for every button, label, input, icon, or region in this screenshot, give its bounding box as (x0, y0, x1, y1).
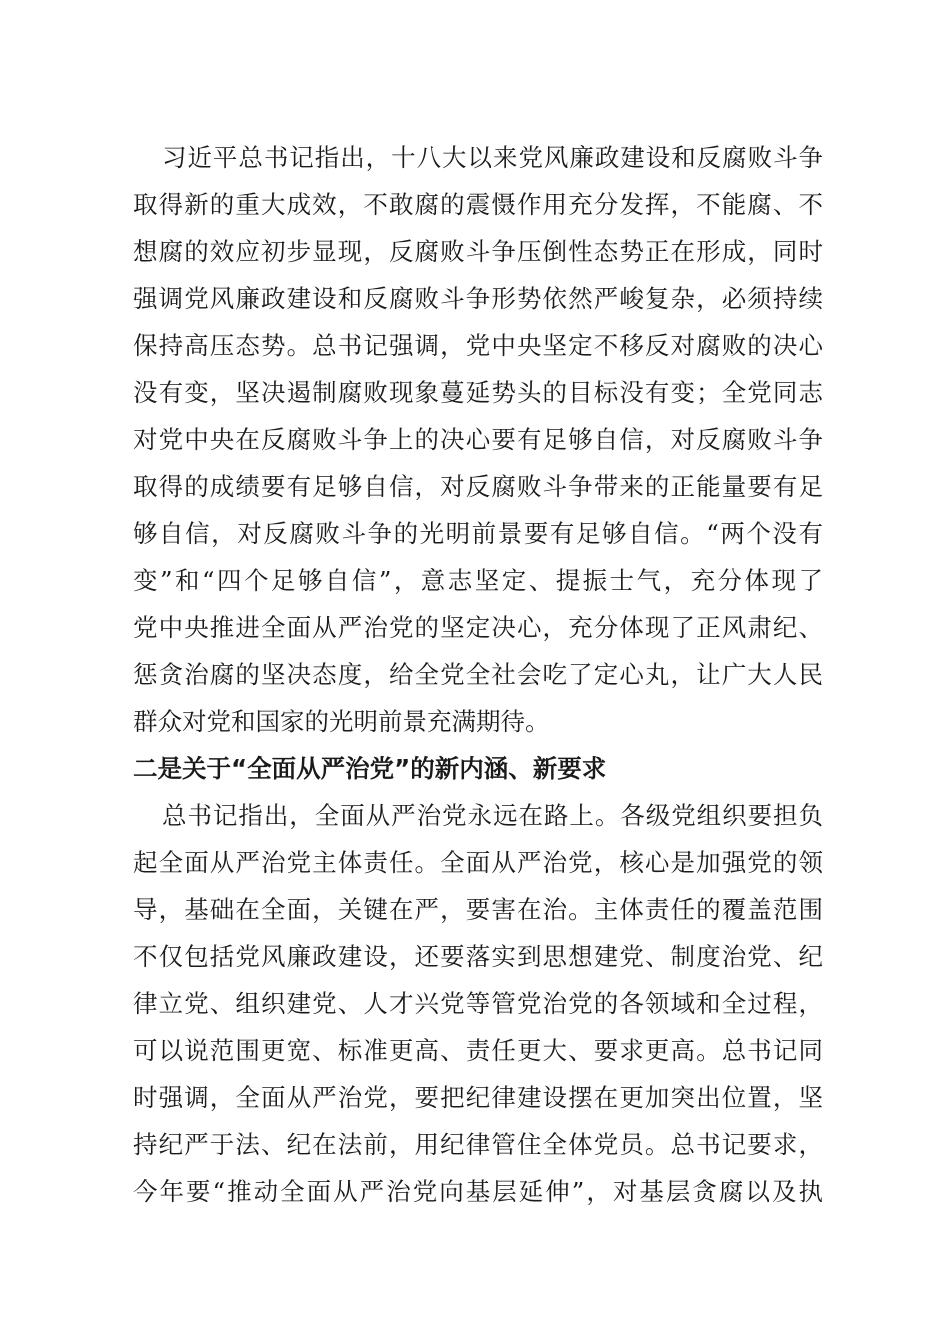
paragraph-1-line-12: 惩贪治腐的坚决态度，给全党全社会吃了定心丸，让广大人民 (133, 660, 823, 689)
section-heading: 二是关于“全面从严治党”的新内涵、新要求 (133, 754, 607, 783)
paragraph-1-line-5: 保持高压态势。总书记强调，党中央坚定不移反对腐败的决心 (133, 331, 823, 360)
paragraph-1-line-4: 强调党风廉政建设和反腐败斗争形势依然严峻复杂，必须持续 (133, 284, 823, 313)
paragraph-1-line-11: 党中央推进全面从严治党的坚定决心，充分体现了正风肃纪、 (133, 613, 823, 642)
paragraph-2-line-1: 总书记指出，全面从严治党永远在路上。各级党组织要担负 (162, 801, 823, 830)
paragraph-2-line-4: 不仅包括党风廉政建设，还要落实到思想建党、制度治党、纪 (133, 942, 823, 971)
paragraph-1-line-10: 变”和“四个足够自信”，意志坚定、提振士气，充分体现了 (133, 566, 823, 595)
paragraph-1-line-9: 够自信，对反腐败斗争的光明前景要有足够自信。“两个没有 (133, 519, 823, 548)
paragraph-2-line-6: 可以说范围更宽、标准更高、责任更大、要求更高。总书记同 (133, 1036, 823, 1065)
paragraph-1-line-7: 对党中央在反腐败斗争上的决心要有足够自信，对反腐败斗争 (133, 425, 823, 454)
paragraph-2-line-2: 起全面从严治党主体责任。全面从严治党，核心是加强党的领 (133, 848, 823, 877)
paragraph-1-line-3: 想腐的效应初步显现，反腐败斗争压倒性态势正在形成，同时 (133, 237, 823, 266)
paragraph-2-line-7: 时强调，全面从严治党，要把纪律建设摆在更加突出位置，坚 (133, 1083, 823, 1112)
paragraph-2-line-5: 律立党、组织建党、人才兴党等管党治党的各领域和全过程， (133, 989, 823, 1018)
paragraph-2-line-3: 导，基础在全面，关键在严，要害在治。主体责任的覆盖范围 (133, 895, 823, 924)
paragraph-1-line-1: 习近平总书记指出，十八大以来党风廉政建设和反腐败斗争 (162, 143, 823, 172)
paragraph-1-line-8: 取得的成绩要有足够自信，对反腐败斗争带来的正能量要有足 (133, 472, 823, 501)
paragraph-1-line-2: 取得新的重大成效，不敢腐的震慑作用充分发挥，不能腐、不 (133, 190, 823, 219)
paragraph-2-line-9: 今年要“推动全面从严治党向基层延伸”，对基层贪腐以及执 (133, 1177, 823, 1206)
paragraph-2-line-8: 持纪严于法、纪在法前，用纪律管住全体党员。总书记要求， (133, 1130, 823, 1159)
paragraph-1-line-13: 群众对党和国家的光明前景充满期待。 (133, 707, 550, 736)
paragraph-1-line-6: 没有变，坚决遏制腐败现象蔓延势头的目标没有变；全党同志 (133, 378, 823, 407)
